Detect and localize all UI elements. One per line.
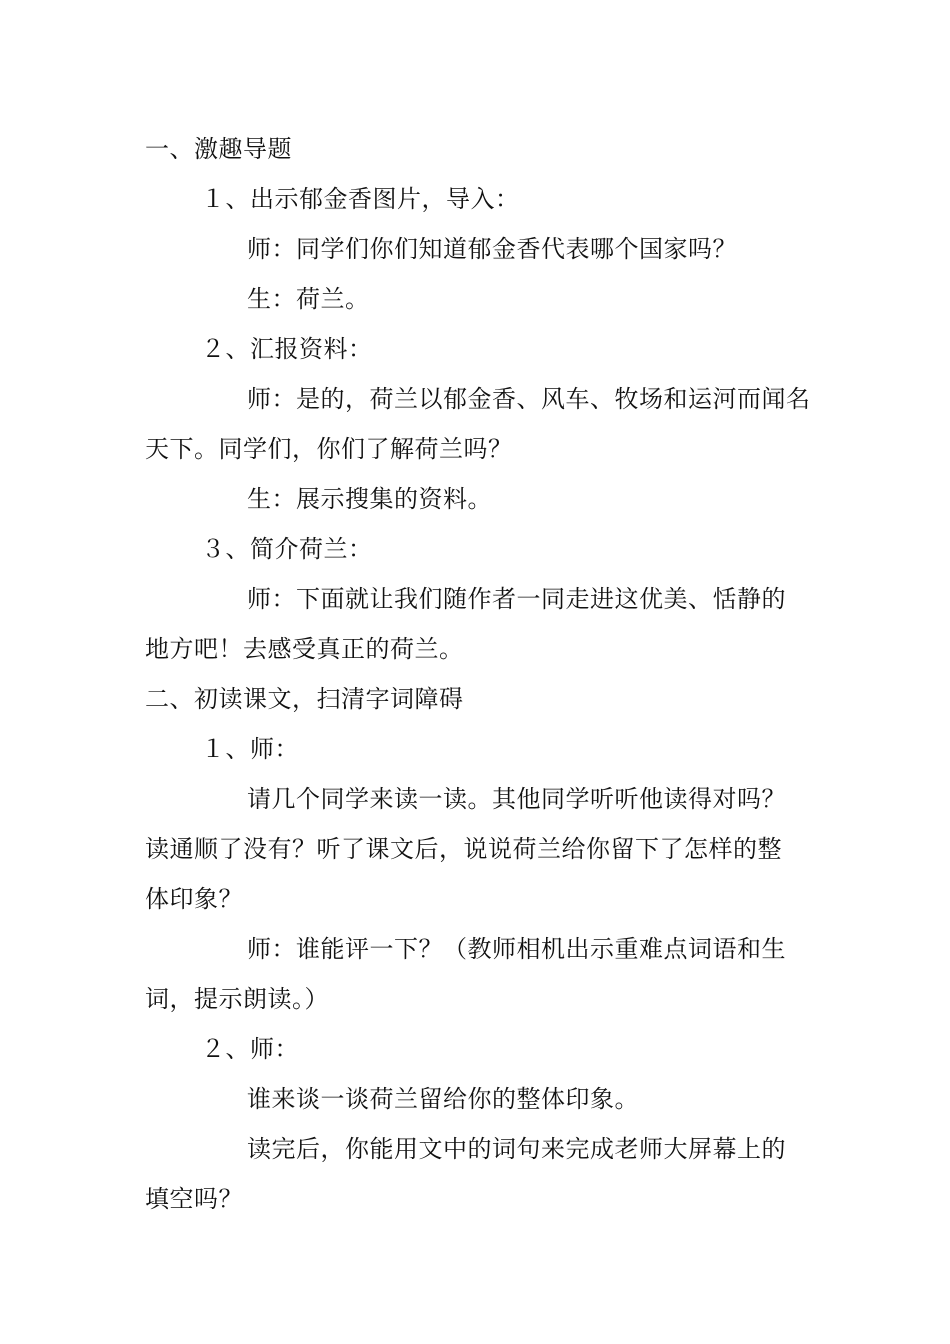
section-heading-2: 二、初读课文，扫清字词障碍 xyxy=(145,685,464,713)
paragraph-line: 请几个同学来读一读。其他同学听听他读得对吗？ xyxy=(247,785,786,813)
document-body xyxy=(145,124,811,1224)
paragraph-line-continued: 填空吗？ xyxy=(145,1185,243,1213)
dialogue-line-continued: 天下。同学们，你们了解荷兰吗？ xyxy=(145,435,513,463)
dialogue-line: 师：谁能评一下？（教师相机出示重难点词语和生 xyxy=(247,935,786,963)
subsection-2-1: １、师： xyxy=(201,735,299,763)
subsection-1-2: ２、汇报资料： xyxy=(201,335,373,363)
dialogue-line: 师：同学们你们知道郁金香代表哪个国家吗？ xyxy=(247,235,737,263)
paragraph-line: 读完后，你能用文中的词句来完成老师大屏幕上的 xyxy=(247,1135,786,1163)
subsection-2-2: ２、师： xyxy=(201,1035,299,1063)
dialogue-line: 生：展示搜集的资料。 xyxy=(247,485,492,513)
section-heading-1: 一、激趣导题 xyxy=(145,135,292,163)
paragraph-line-continued: 体印象？ xyxy=(145,885,243,913)
dialogue-line-continued: 地方吧！去感受真正的荷兰。 xyxy=(145,635,464,663)
subsection-1-3: ３、简介荷兰： xyxy=(201,535,373,563)
paragraph-line-continued: 读通顺了没有？听了课文后，说说荷兰给你留下了怎样的整 xyxy=(145,835,782,863)
dialogue-line: 师：下面就让我们随作者一同走进这优美、恬静的 xyxy=(247,585,786,613)
paragraph-line: 谁来谈一谈荷兰留给你的整体印象。 xyxy=(247,1085,639,1113)
dialogue-line: 师：是的，荷兰以郁金香、风车、牧场和运河而闻名 xyxy=(247,385,811,413)
subsection-1-1: １、出示郁金香图片，导入： xyxy=(201,185,520,213)
dialogue-line: 生：荷兰。 xyxy=(247,285,370,313)
dialogue-line-continued: 词，提示朗读。） xyxy=(145,985,329,1013)
